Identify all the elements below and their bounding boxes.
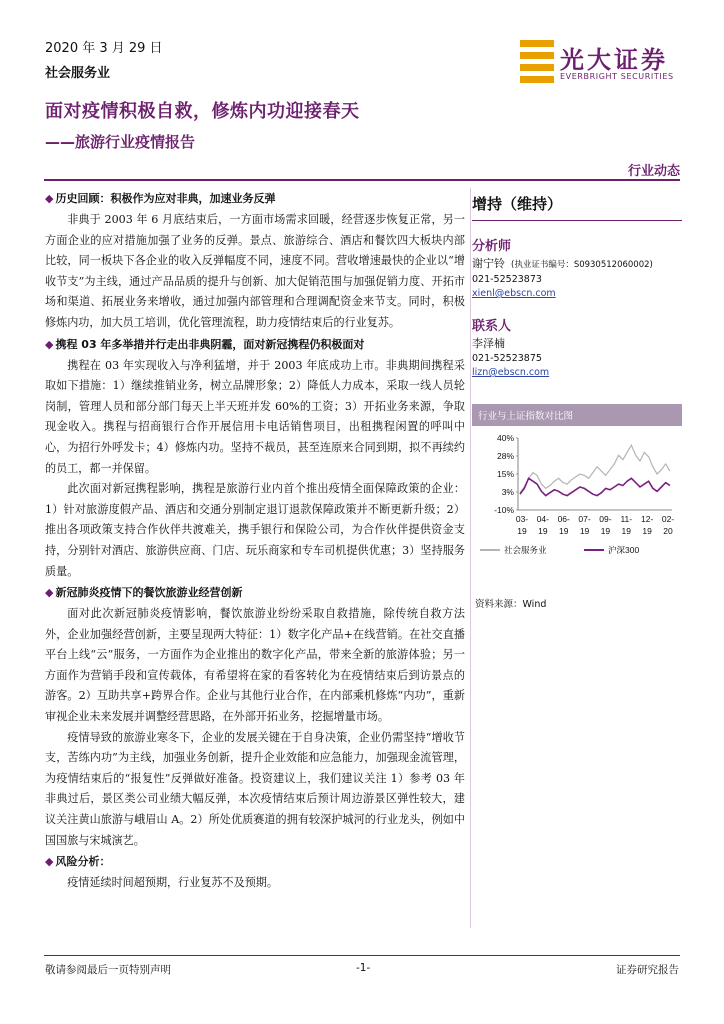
chart-source: 资料来源：Wind <box>475 599 547 610</box>
report-date: 2020 年 3 月 29 日 <box>45 41 163 56</box>
y-tick-label: 40% <box>496 433 514 443</box>
diamond-icon: ◆ <box>45 855 54 869</box>
section-heading: ◆ 风险分析： <box>45 855 111 869</box>
y-tick-label: 28% <box>496 451 514 461</box>
x-tick-label: 20 <box>663 526 673 536</box>
analyst-name-line <box>472 256 682 273</box>
analyst-phone: 021-52523873 <box>472 274 542 285</box>
x-tick-label: 12- <box>640 514 654 524</box>
x-tick-label: 03- <box>515 514 529 524</box>
main-body <box>45 188 465 894</box>
header-divider <box>44 179 680 181</box>
body-paragraph: 携程在 03 年实现收入与净利猛增，并于 2003 年底成功上市。非典期间携程采取如下措施：1）继续推销业务，树立品牌形象；2）降低人力成本，采取一线人员轮岗制，管理人员和部分部门每天上半天班并发 60%的工资；3）开拓业务来源，争取现金收入。携程与招商银行合作开展信用卡电话销售项目，出租携程闲置的呼叫中心，为招行外呼发卡；4）修炼内功。坚持不裁员，甚至连原来合同到期，拟不再续约的员工，都一并保留。 <box>45 358 465 475</box>
body-paragraph: 面对此次新冠肺炎疫情影响，餐饮旅游业纷纷采取自救措施，除传统自救方法外，企业加强经营创新，主要呈现两大特征：1）数字化产品+在线营销。在社交直播平台上线“云”服务，一方面作为企业推出的数字化产品，带来全新的旅游体验；另一方面作为营销手段和宣传载体，有希望将在家的看客转化为在疫情结束后到访景点的游客。2）互助共享+跨界合作。企业与其他行业合作，在内部乘机修炼“内功”，重新审视企业未来发展并调整经营思路，在外部开拓业务，挖掘增量市场。 <box>45 607 465 724</box>
contact-heading: 联系人 <box>472 319 512 334</box>
report-type: 行业动态 <box>627 164 680 179</box>
section-heading: ◆ 历史回顾：积极作为应对非典，加速业务反弹 <box>45 192 276 205</box>
comparison-chart <box>472 430 682 590</box>
series-line-0 <box>520 445 670 493</box>
section-heading: ◆ 新冠肺炎疫情下的餐饮旅游业经营创新 <box>45 586 243 600</box>
body-paragraph: 此次面对新冠携程影响，携程是旅游行业内首个推出疫情全面保障政策的企业：1）针对旅游度假产品、酒店和交通分别制定退订退款保障政策并不断更新升级；2）推出各项政策支持合作伙伴共渡难关，携手银行和保险公司，为合作伙伴提供资金支持，分别针对酒店、旅游供应商、门店、玩乐商家和专车司机提供优惠；3）坚持服务质量。 <box>45 482 465 578</box>
analyst-email-link[interactable]: xienl@ebscn.com <box>472 288 556 299</box>
x-tick-label: 19 <box>579 526 590 536</box>
x-tick-label: 06- <box>557 514 570 524</box>
sector-label: 社会服务业 <box>45 66 111 81</box>
contact-email-link[interactable]: lizn@ebscn.com <box>472 367 550 378</box>
footer-disclaimer: 敬请参阅最后一页特别声明 <box>45 964 171 976</box>
body-paragraph: 疫情导致的旅游业寒冬下，企业的发展关键在于自身决策，企业仍需坚持“增收节支，苦练内功”为主线，加强业务创新，提升企业效能和应急能力，加强现金流管理，为疫情结束后的“报复性”反弹做好准备。投资建议上，我们建议关注 1）参考 03 年非典过后，景区类公司业绩大幅反弹，本次疫情结束后预计周边游景区弹性较大，建议关注黄山旅游与峨眉山 A。2）所处优质赛道的拥有较深护城河的行业龙头，例如中国国旅与宋城演艺。 <box>45 730 465 847</box>
contact-phone: 021-52523875 <box>472 353 542 364</box>
legend-label: 社会服务业 <box>504 545 547 555</box>
logo-mark-icon <box>520 40 554 84</box>
series-line-1 <box>520 478 670 495</box>
rating-label: 增持（维持） <box>472 193 682 221</box>
x-tick-label: 19 <box>517 526 527 536</box>
sidebar <box>472 188 682 610</box>
footer-divider <box>44 955 680 956</box>
footer-report-label: 证券研究报告 <box>616 964 679 976</box>
logo-cn-text: 光大证券 <box>560 45 668 74</box>
x-tick-label: 19 <box>558 526 569 536</box>
body-paragraph: 非典于 2003 年 6 月底结束后，一方面市场需求回暖，经营逐步恢复正常，另一方面企业的应对措施加强了业务的反弹。景点、旅游综合、酒店和餐饮四大板块内部比较，同一板块下各企业的收入反弹幅度不同，速度不同。营收增速最快的企业以“增收节支”为主线，通过产品品质的提升与创新、加大促销范围与加强促销力度、开拓市场和渠道、拓展业务来增收，通过加强内部管理和合理调配资金来节支。同时，积极修炼内功，加大员工培训，优化管理流程，助力疫情结束后的行业复苏。 <box>45 213 465 329</box>
x-tick-label: 11- <box>620 514 633 524</box>
x-tick-label: 04- <box>536 514 550 524</box>
column-divider <box>470 188 471 928</box>
section-heading: ◆ 携程 03 年多举措并行走出非典阴霾，面对新冠携程仍积极面对 <box>45 337 365 351</box>
report-subtitle: ——旅游行业疫情报告 <box>45 133 196 151</box>
contact-name: 李泽楠 <box>472 337 505 350</box>
body-paragraph: 疫情延续时间超预期，行业复苏不及预期。 <box>67 876 278 890</box>
page-number: -1- <box>356 962 371 974</box>
x-tick-label: 09- <box>599 514 612 524</box>
legend-label: 沪深300 <box>608 545 640 555</box>
everbright-logo <box>520 38 685 88</box>
report-title: 面对疫情积极自救，修炼内功迎接春天 <box>45 101 360 122</box>
chart-title: 行业与上证指数对比图 <box>472 404 682 426</box>
x-tick-label: 19 <box>600 526 611 536</box>
x-tick-label: 02- <box>661 514 675 524</box>
x-tick-label: 07- <box>578 514 591 524</box>
analyst-license: (执业证书编号：S0930512060002) <box>511 260 653 270</box>
x-tick-label: 19 <box>538 526 548 536</box>
y-tick-label: 15% <box>496 469 514 479</box>
diamond-icon: ◆ <box>45 192 54 205</box>
y-tick-label: 3% <box>501 487 514 497</box>
analyst-heading: 分析师 <box>472 239 512 254</box>
x-tick-label: 19 <box>642 526 652 536</box>
diamond-icon: ◆ <box>45 337 54 351</box>
x-tick-label: 19 <box>621 526 632 536</box>
y-tick-label: -10% <box>494 505 514 515</box>
diamond-icon: ◆ <box>45 586 54 600</box>
logo-en-text: EVERBRIGHT SECURITIES <box>560 72 674 81</box>
analyst-name: 谢宁铃 <box>472 257 505 270</box>
